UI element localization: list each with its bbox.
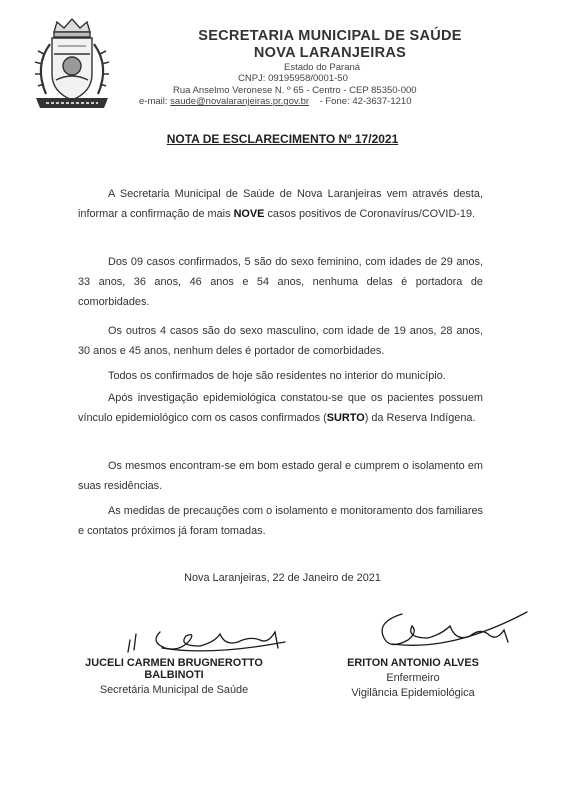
paragraph-4: Todos os confirmados de hoje são residentes no interior do município.: [108, 370, 446, 382]
paragraph-6: Os mesmos encontram-se em bom estado geral e cumprem o isolamento em suas residências.: [78, 460, 483, 492]
signature-block-secretary: [58, 657, 290, 696]
signer-role: Enfermeiro: [386, 672, 440, 684]
signer-name: ERITON ANTONIO ALVES: [347, 657, 479, 669]
paragraph-3: Os outros 4 casos são do sexo masculino, com idade de 19 anos, 28 anos, 30 anos e 45 anos, nenhum deles é portador de comorbidades.: [78, 325, 483, 357]
contact-line: [139, 96, 411, 107]
org-name: SECRETARIA MUNICIPAL DE SAÚDE: [198, 28, 462, 44]
email-label: e-mail:: [139, 96, 168, 107]
signature-juceli-icon: [120, 612, 290, 662]
email-link[interactable]: saude@novalaranjeiras.pr.gov.br: [170, 96, 310, 107]
paragraph-2: Dos 09 casos confirmados, 5 são do sexo feminino, com idades de 29 anos, 33 anos, 36 anos, 46 anos e 54 anos, nenhuma delas é portadora de comorbidades.: [78, 256, 483, 308]
signer-department: Vigilância Epidemiológica: [351, 687, 475, 699]
signature-eriton-icon: [372, 608, 532, 658]
signature-block-nurse: [330, 657, 496, 699]
paragraph-5: Após investigação epidemiológica constatou-se que os pacientes possuem vínculo epidemiológico com os casos confirmados (SURTO) da Reserva Indígena.: [78, 392, 483, 424]
cnpj-line: CNPJ: 09195958/0001-50: [238, 73, 348, 84]
state-line: Estado do Paraná: [284, 62, 361, 73]
coat-of-arms-emblem: [22, 14, 122, 114]
signer-name: JUCELI CARMEN BRUGNEROTTO BALBINOTI: [85, 657, 263, 681]
document-title: NOTA DE ESCLARECIMENTO Nº 17/2021: [166, 132, 399, 146]
paragraph-1: A Secretaria Municipal de Saúde de Nova Laranjeiras vem através desta, informar a confirmação de mais NOVE casos positivos de Coronavírus/COVID-19.: [78, 188, 483, 220]
date-line: Nova Laranjeiras, 22 de Janeiro de 2021: [184, 572, 381, 584]
phone-text: - Fone: 42-3637-1210: [319, 96, 412, 107]
signer-role: Secretária Municipal de Saúde: [99, 684, 249, 696]
paragraph-7: As medidas de precauções com o isolamento e monitoramento dos familiares e contatos próximos já foram tomadas.: [78, 505, 483, 537]
city-name: NOVA LARANJEIRAS: [253, 45, 407, 61]
address-line: Rua Anselmo Veronese N. º 65 - Centro - CEP 85350-000: [173, 85, 417, 96]
